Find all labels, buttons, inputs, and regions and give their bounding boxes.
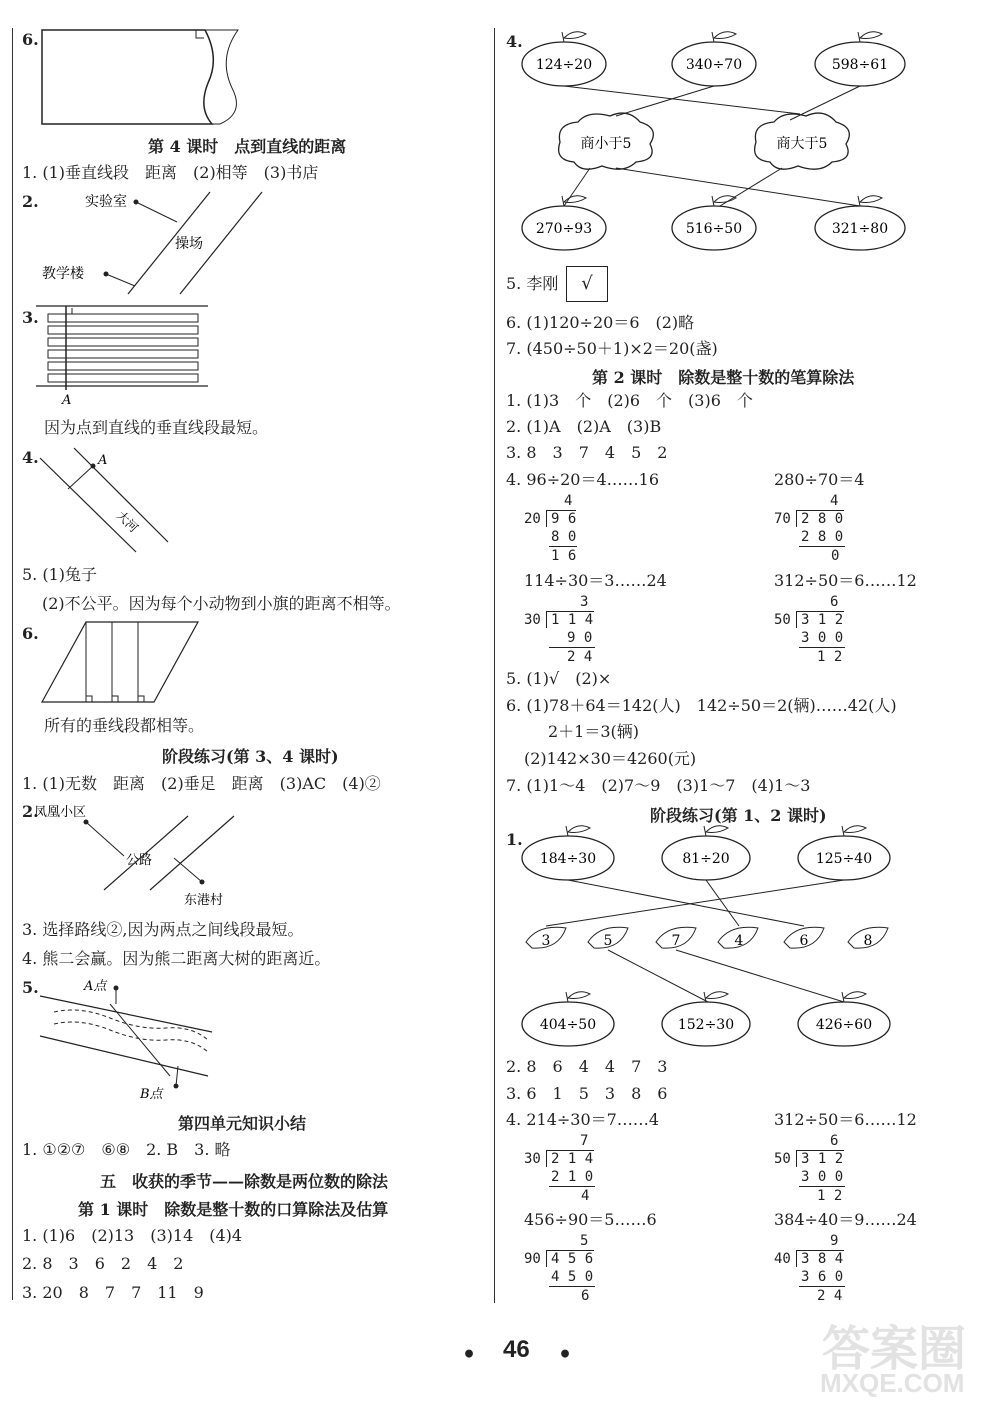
apple-bottom-3: 426÷60 — [815, 1017, 873, 1033]
ld-quotient: 4 — [830, 493, 839, 509]
ld-remainder: 4 — [581, 1188, 590, 1204]
ld-divisor: 70 — [774, 511, 791, 527]
ld-product: 3 6 0 — [801, 1269, 844, 1285]
page-dot-left: • — [462, 1342, 477, 1368]
long-division-2 — [774, 492, 854, 568]
ld-quotient: 6 — [830, 594, 839, 610]
ld-divisor: 30 — [524, 1151, 541, 1167]
leaf-2: 5 — [603, 933, 613, 949]
ld-quotient: 4 — [564, 493, 573, 509]
point-b-label: B点 — [140, 1087, 163, 1102]
ld-remainder: 1 2 — [817, 649, 843, 665]
summary-line: 1. ①②⑦ ⑥⑧ 2. B 3. 略 — [22, 1140, 231, 1159]
left-margin-line — [12, 28, 13, 1300]
stage34-q3: 3. 选择路线②,因为两点之间线段最短。 — [22, 920, 304, 939]
lesson4-q6-text: 所有的垂线段都相等。 — [44, 716, 205, 735]
apple-bottom-2: 152÷30 — [677, 1017, 735, 1033]
long-division-5 — [524, 1132, 604, 1208]
fenghuang-label: 凤凰小区 — [34, 805, 87, 820]
lesson2-q4-eq1: 4. 96÷20＝4……16 — [506, 470, 660, 489]
point-a-label: A — [98, 453, 108, 468]
lesson4-q2-figure — [40, 190, 280, 300]
cloud-less-than-5: 商小于5 — [580, 136, 632, 152]
apple-bottom-1: 404÷50 — [539, 1017, 597, 1033]
ld-divisor: 40 — [774, 1251, 791, 1267]
watermark-logo: 答案圈 — [822, 1323, 967, 1376]
point-a-label: A点 — [84, 979, 107, 994]
lesson4-q6-label: 6. — [22, 624, 39, 643]
ld-dividend: 4 5 6 — [551, 1251, 594, 1267]
stage12-q2: 2. 8 6 4 4 7 3 — [506, 1057, 668, 1076]
lesson2-q3: 3. 8 3 7 4 5 2 — [506, 443, 668, 462]
stage12-q3: 3. 6 1 5 3 8 6 — [506, 1084, 668, 1103]
lesson2-q7: 7. (1)1～4 (2)7～9 (3)1～7 (4)1～3 — [506, 776, 811, 795]
r-q5-text: 5. 李刚 — [506, 274, 559, 293]
lesson2-q6c: (2)142×30＝4260(元) — [524, 749, 697, 768]
stage12-q4-eq4: 384÷40＝9……24 — [774, 1210, 917, 1229]
lesson1-q2: 2. 8 3 6 2 4 2 — [22, 1254, 184, 1273]
ld-product: 3 0 0 — [801, 1169, 844, 1185]
apple-top-2: 81÷20 — [682, 851, 730, 867]
leaf-3: 7 — [671, 933, 681, 949]
leaf-5: 6 — [799, 933, 809, 949]
ld-dividend: 3 8 4 — [801, 1251, 844, 1267]
leaf-6: 8 — [863, 933, 873, 949]
ld-divisor: 30 — [524, 612, 541, 628]
river-label: 大河 — [113, 508, 141, 536]
long-division-6 — [774, 1132, 854, 1208]
lesson4-q3-label: 3. — [22, 308, 39, 327]
lesson4-q3-text: 因为点到直线的垂直线段最短。 — [44, 418, 269, 437]
long-division-3 — [524, 593, 604, 669]
lesson2-title: 第 2 课时 除数是整十数的笔算除法 — [592, 368, 855, 387]
stage34-title: 阶段练习(第 3、4 课时) — [162, 747, 339, 766]
stage12-q4-eq3: 456÷90＝5……6 — [524, 1210, 657, 1229]
stage12-title: 阶段练习(第 1、2 课时) — [650, 806, 827, 825]
ld-dividend: 9 6 — [551, 511, 577, 527]
apple-bottom-3: 321÷80 — [831, 221, 889, 237]
ld-quotient: 5 — [580, 1233, 589, 1249]
lesson4-q4-label: 4. — [22, 448, 39, 467]
stage34-q4: 4. 熊二会赢。因为熊二距离大树的距离近。 — [22, 949, 331, 968]
cloud-greater-than-5: 商大于5 — [776, 136, 828, 152]
ld-remainder: 1 6 — [551, 548, 577, 564]
lesson1-q3: 3. 20 8 7 7 11 9 — [22, 1283, 204, 1302]
ld-remainder: 2 4 — [567, 649, 593, 665]
ld-remainder: 6 — [581, 1288, 590, 1304]
long-division-8 — [774, 1232, 854, 1308]
stage34-q5-label: 5. — [22, 978, 39, 997]
lesson4-q4-figure — [38, 446, 178, 558]
ld-dividend: 1 1 4 — [551, 612, 594, 628]
column-divider — [494, 28, 495, 1303]
ld-product: 9 0 — [567, 630, 593, 646]
lesson4-q3-figure — [36, 300, 216, 410]
lesson4-q6-parallelogram — [40, 620, 200, 704]
q4-label: 4. — [506, 32, 523, 51]
ld-quotient: 6 — [830, 1133, 839, 1149]
stage34-q2-label: 2. — [22, 802, 39, 821]
lesson2-q6b: 2＋1＝3(辆) — [548, 722, 640, 741]
lesson2-q2: 2. (1)A (2)A (3)B — [506, 417, 662, 436]
donggang-label: 东港村 — [184, 893, 224, 908]
ld-quotient: 7 — [580, 1133, 589, 1149]
long-division-7 — [524, 1232, 604, 1308]
lesson1-q1: 1. (1)6 (2)13 (3)14 (4)4 — [22, 1226, 243, 1245]
stage12-q4-eq2: 312÷50＝6……12 — [774, 1110, 917, 1129]
road-label: 公路 — [126, 853, 153, 868]
leaf-1: 3 — [541, 933, 551, 949]
ld-product: 2 1 0 — [551, 1169, 594, 1185]
apple-top-1: 124÷20 — [535, 57, 593, 73]
ld-dividend: 3 1 2 — [801, 612, 844, 628]
watermark-url: MXQE.COM — [820, 1368, 965, 1398]
lesson4-q5a: 5. (1)兔子 — [22, 565, 98, 584]
stage12-q1-label: 1. — [506, 830, 523, 849]
page-dot-right: • — [558, 1342, 573, 1368]
ld-quotient: 3 — [580, 594, 589, 610]
point-a-label: A — [62, 393, 72, 408]
r-q5-check-box: √ — [566, 266, 608, 302]
lesson1-title: 第 1 课时 除数是整十数的口算除法及估算 — [78, 1200, 389, 1219]
lesson2-q4-eq3: 114÷30＝3……24 — [524, 571, 667, 590]
apple-top-3: 598÷61 — [831, 57, 889, 73]
lesson2-q5: 5. (1)√ (2)× — [506, 669, 612, 688]
apple-top-2: 340÷70 — [685, 57, 743, 73]
lesson2-q4-eq4: 312÷50＝6……12 — [774, 571, 917, 590]
stage12-q1-matching-figure — [518, 824, 898, 1054]
q4-matching-figure — [520, 24, 920, 254]
ld-dividend: 3 1 2 — [801, 1151, 844, 1167]
field-label: 操场 — [175, 236, 203, 252]
q6-rectangle-figure — [40, 28, 240, 128]
summary-title: 第四单元知识小结 — [178, 1114, 307, 1133]
lab-label: 实验室 — [85, 194, 127, 210]
ld-dividend: 2 8 0 — [801, 511, 844, 527]
long-division-1 — [524, 492, 594, 568]
leaf-4: 4 — [734, 933, 744, 949]
long-division-4 — [774, 593, 854, 669]
ld-dividend: 2 1 4 — [551, 1151, 594, 1167]
ld-remainder: 2 4 — [817, 1288, 843, 1304]
lesson4-q2-label: 2. — [22, 192, 39, 211]
lesson2-q4-eq2: 280÷70＝4 — [774, 470, 865, 489]
stage34-q1: 1. (1)无数 距离 (2)垂足 距离 (3)AC (4)② — [22, 774, 381, 793]
ld-remainder: 0 — [831, 548, 840, 564]
stage34-q2-figure — [34, 800, 264, 910]
ld-remainder: 1 2 — [817, 1188, 843, 1204]
apple-top-1: 184÷30 — [539, 851, 597, 867]
lesson4-q5b: (2)不公平。因为每个小动物到小旗的距离不相等。 — [42, 594, 401, 613]
ld-divisor: 90 — [524, 1251, 541, 1267]
lesson4-title: 第 4 课时 点到直线的距离 — [148, 137, 347, 156]
ld-product: 8 0 — [551, 529, 577, 545]
ld-quotient: 9 — [830, 1233, 839, 1249]
apple-top-3: 125÷40 — [815, 851, 873, 867]
stage12-q4-eq1: 4. 214÷30＝7……4 — [506, 1110, 660, 1129]
ld-product: 4 5 0 — [551, 1269, 594, 1285]
ld-divisor: 50 — [774, 1151, 791, 1167]
lesson4-q1: 1. (1)垂直线段 距离 (2)相等 (3)书店 — [22, 163, 319, 182]
stage34-q5-river-figure — [40, 976, 220, 1106]
ld-product: 3 0 0 — [801, 630, 844, 646]
lesson2-q1: 1. (1)3 个 (2)6 个 (3)6 个 — [506, 391, 753, 410]
ld-product: 2 8 0 — [801, 529, 844, 545]
ld-divisor: 20 — [524, 511, 541, 527]
unit5-title: 五 收获的季节——除数是两位数的除法 — [100, 1172, 389, 1191]
apple-bottom-2: 516÷50 — [685, 221, 743, 237]
ld-divisor: 50 — [774, 612, 791, 628]
r-q7: 7. (450÷50＋1)×2＝20(盏) — [506, 339, 718, 358]
teach-building-label: 教学楼 — [42, 266, 84, 282]
r-q6: 6. (1)120÷20＝6 (2)略 — [506, 313, 695, 332]
apple-bottom-1: 270÷93 — [535, 221, 593, 237]
q6-label: 6. — [22, 30, 39, 49]
page-number: 46 — [503, 1336, 530, 1363]
lesson2-q6a: 6. (1)78＋64＝142(人) 142÷50＝2(辆)……42(人) — [506, 696, 897, 715]
